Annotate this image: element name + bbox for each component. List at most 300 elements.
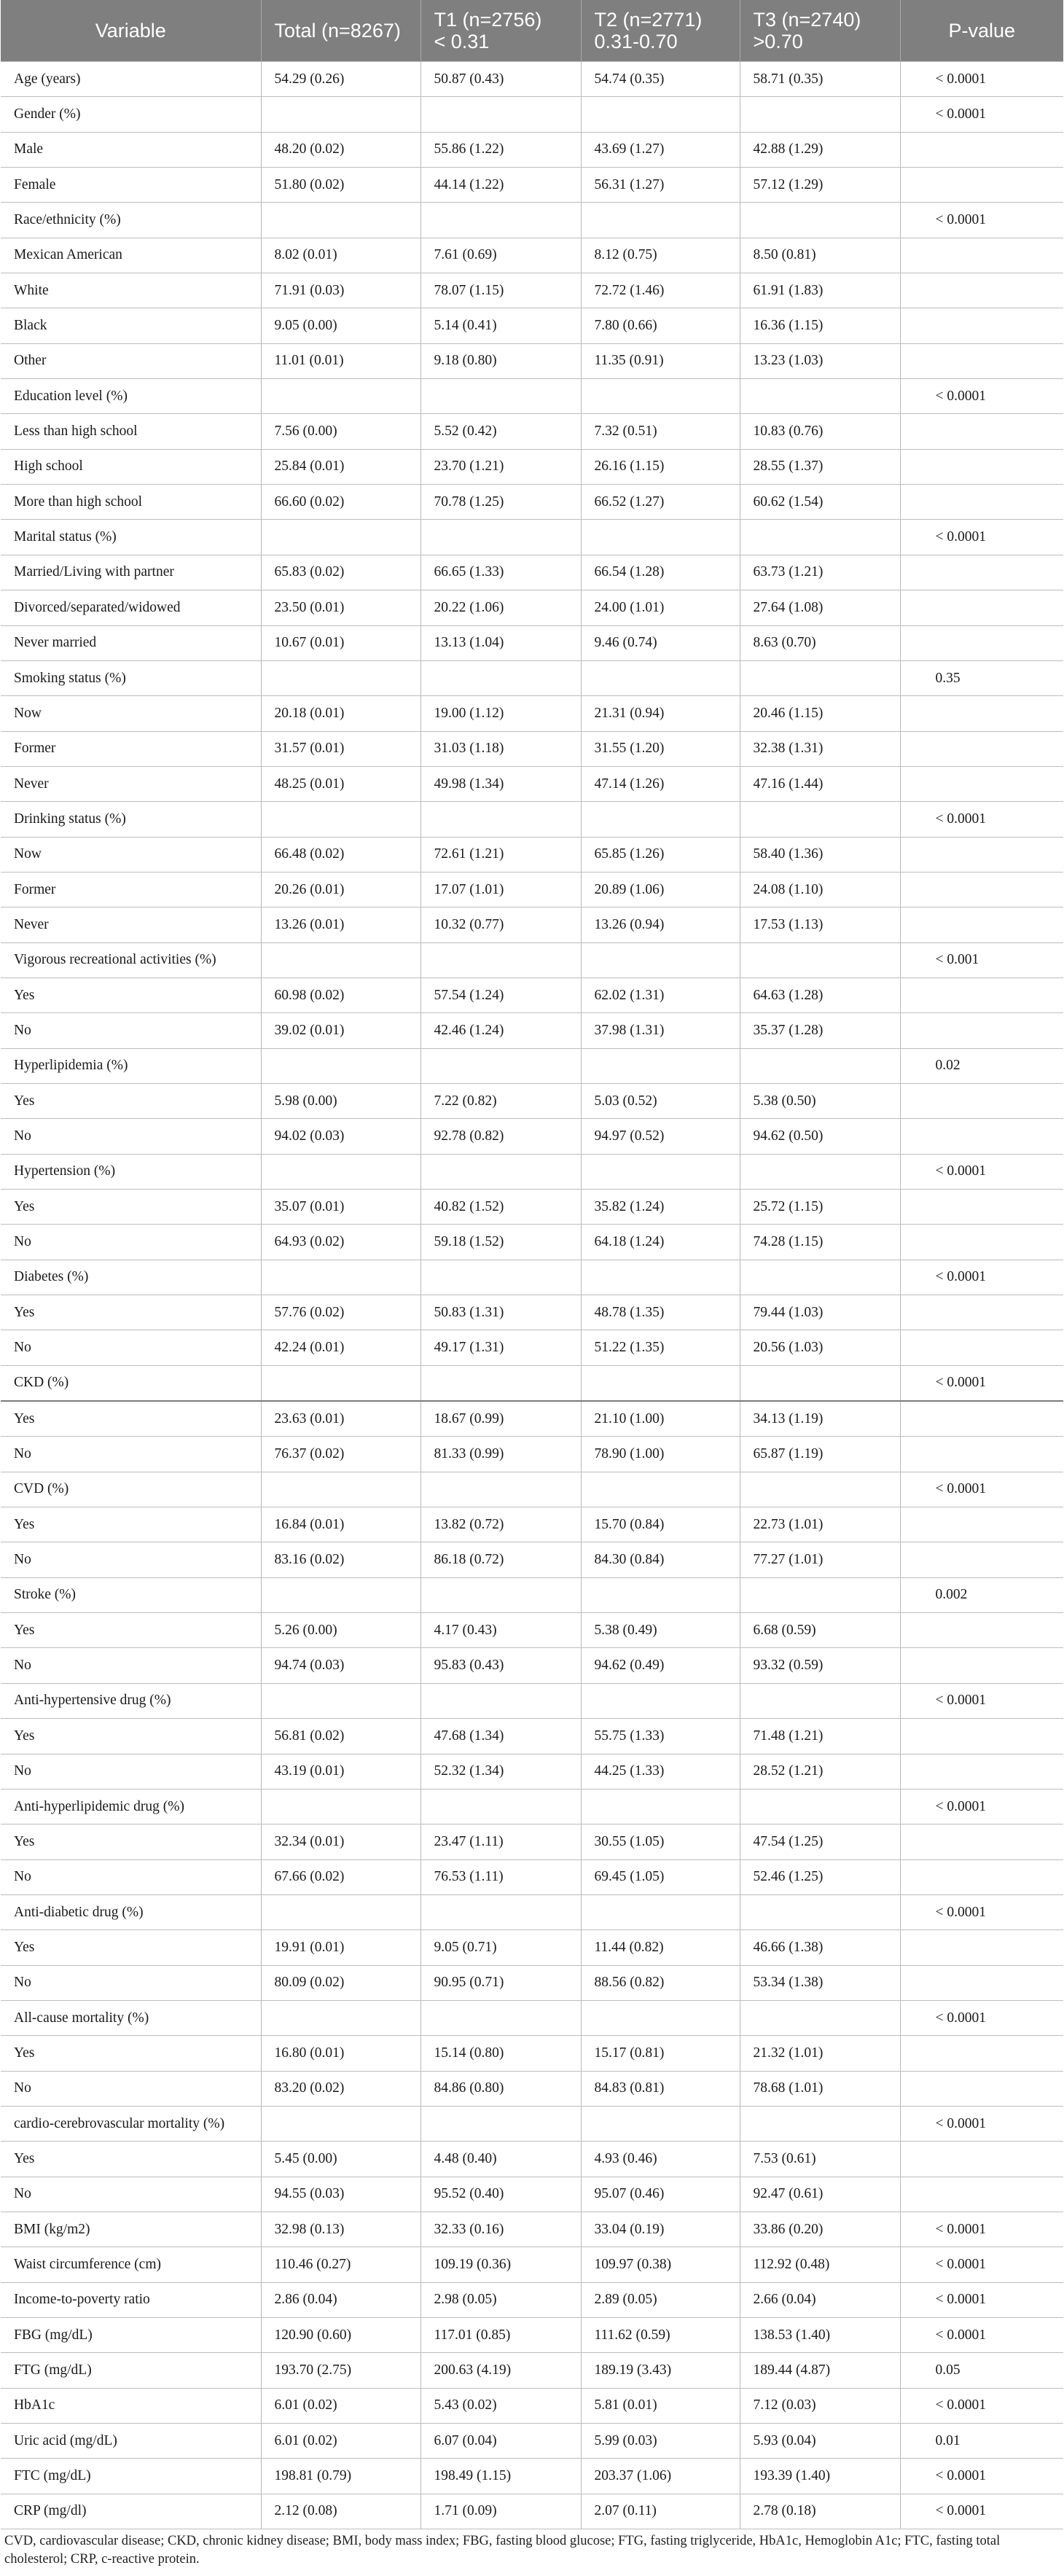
table-row [1,977,1063,1012]
cell-p-value: < 0.0001 [900,1260,1063,1295]
cell-variable: High school [1,449,261,484]
table-row [1,2142,1063,2177]
cell-total: 54.29 (0.26) [261,62,420,97]
cell-variable: CVD (%) [1,1472,261,1507]
cell-t2 [581,1365,740,1401]
cell-p-value [900,1295,1063,1330]
cell-total: 6.01 (0.02) [261,2388,420,2423]
cell-t3: 10.83 (0.76) [740,414,900,449]
cell-total: 16.84 (0.01) [261,1507,420,1542]
table-row [1,1295,1063,1330]
cell-p-value: < 0.0001 [900,2282,1063,2317]
cell-t2: 7.80 (0.66) [581,308,740,343]
cell-t3: 193.39 (1.40) [740,2459,900,2494]
cell-t1: 23.70 (1.21) [420,449,581,484]
cell-t2 [581,1260,740,1295]
cell-p-value: < 0.0001 [900,62,1063,97]
cell-p-value: < 0.0001 [900,2212,1063,2247]
table-row [1,1119,1063,1154]
table-row [1,1930,1063,1965]
cell-t3 [740,942,900,977]
cell-t3: 53.34 (1.38) [740,1965,900,2000]
cell-t1: 55.86 (1.22) [420,132,581,167]
baseline-characteristics-table [1,0,1063,2529]
cell-p-value [900,837,1063,872]
cell-p-value [900,1225,1063,1260]
cell-variable: Yes [1,1401,261,1437]
table-row [1,1683,1063,1718]
cell-p-value [900,1330,1063,1365]
cell-variable: White [1,273,261,308]
cell-t1: 200.63 (4.19) [420,2353,581,2388]
table-row [1,660,1063,695]
cell-t1: 1.71 (0.09) [420,2494,581,2529]
cell-t2: 35.82 (1.24) [581,1190,740,1225]
cell-variable: CRP (mg/dl) [1,2494,261,2529]
cell-t2: 203.37 (1.06) [581,2459,740,2494]
cell-t3: 35.37 (1.28) [740,1013,900,1048]
table-row [1,1824,1063,1859]
cell-t1: 40.82 (1.52) [420,1190,581,1225]
cell-p-value [900,625,1063,660]
cell-variable: Vigorous recreational activities (%) [1,942,261,977]
cell-variable: Anti-diabetic drug (%) [1,1894,261,1929]
cell-variable: Never married [1,625,261,660]
cell-variable: No [1,1648,261,1683]
cell-t3: 28.52 (1.21) [740,1754,900,1789]
cell-t3 [740,1789,900,1824]
cell-variable: Yes [1,2036,261,2071]
header-t2: T2 (n=2771) 0.31-0.70 [581,0,740,62]
cell-variable: Former [1,872,261,907]
table-row [1,273,1063,308]
cell-variable: Yes [1,1824,261,1859]
cell-t1: 109.19 (0.36) [420,2247,581,2282]
cell-t1: 59.18 (1.52) [420,1225,581,1260]
cell-t1: 198.49 (1.15) [420,2459,581,2494]
cell-t1 [420,2000,581,2035]
cell-t2: 11.35 (0.91) [581,343,740,378]
table-row [1,168,1063,203]
cell-total: 71.91 (0.03) [261,273,420,308]
cell-total [261,1365,420,1401]
cell-t2: 2.07 (0.11) [581,2494,740,2529]
table-row [1,1190,1063,1225]
cell-t1: 70.78 (1.25) [420,485,581,520]
cell-p-value [900,1613,1063,1648]
table-row [1,1048,1063,1083]
cell-p-value: 0.02 [900,1048,1063,1083]
cell-total [261,2000,420,2035]
cell-t3: 93.32 (0.59) [740,1648,900,1683]
table-row [1,2494,1063,2529]
cell-total: 23.50 (0.01) [261,590,420,625]
table-row [1,1365,1063,1401]
cell-variable: No [1,1542,261,1577]
cell-t2: 84.30 (0.84) [581,1542,740,1577]
cell-t1: 15.14 (0.80) [420,2036,581,2071]
cell-p-value: < 0.0001 [900,1365,1063,1401]
table-row [1,2000,1063,2035]
cell-p-value [900,766,1063,801]
cell-total: 5.26 (0.00) [261,1613,420,1648]
cell-variable: Smoking status (%) [1,660,261,695]
cell-total: 39.02 (0.01) [261,1013,420,1048]
cell-variable: Married/Living with partner [1,555,261,590]
cell-t2 [581,2106,740,2141]
cell-t2: 5.38 (0.49) [581,1613,740,1648]
cell-total: 66.48 (0.02) [261,837,420,872]
cell-p-value: < 0.0001 [900,1789,1063,1824]
cell-p-value [900,132,1063,167]
cell-t2 [581,1577,740,1612]
cell-total: 67.66 (0.02) [261,1859,420,1894]
cell-variable: All-cause mortality (%) [1,2000,261,2035]
cell-t1 [420,1683,581,1718]
cell-variable: Anti-hyperlipidemic drug (%) [1,1789,261,1824]
cell-t3: 5.38 (0.50) [740,1083,900,1118]
cell-t3: 58.71 (0.35) [740,62,900,97]
table-header [1,0,1063,62]
cell-t1: 44.14 (1.22) [420,168,581,203]
cell-variable: Never [1,908,261,942]
cell-t3: 20.46 (1.15) [740,696,900,731]
cell-t2: 44.25 (1.33) [581,1754,740,1789]
cell-t1: 13.13 (1.04) [420,625,581,660]
cell-total: 2.12 (0.08) [261,2494,420,2529]
cell-total: 13.26 (0.01) [261,908,420,942]
cell-t1 [420,2106,581,2141]
cell-t2 [581,203,740,238]
table-row [1,238,1063,273]
cell-total: 94.02 (0.03) [261,1119,420,1154]
table-row [1,2212,1063,2247]
table-row [1,308,1063,343]
cell-t2: 66.52 (1.27) [581,485,740,520]
cell-p-value: < 0.001 [900,942,1063,977]
cell-t1: 13.82 (0.72) [420,1507,581,1542]
table-row [1,414,1063,449]
cell-total: 19.91 (0.01) [261,1930,420,1965]
cell-t2: 13.26 (0.94) [581,908,740,942]
cell-t3 [740,1683,900,1718]
cell-total: 5.45 (0.00) [261,2142,420,2177]
cell-t1: 23.47 (1.11) [420,1824,581,1859]
cell-p-value [900,343,1063,378]
cell-p-value [900,449,1063,484]
cell-total: 120.90 (0.60) [261,2318,420,2353]
cell-p-value: < 0.0001 [900,2494,1063,2529]
cell-t1 [420,1789,581,1824]
cell-t1: 90.95 (0.71) [420,1965,581,2000]
cell-t1 [420,1577,581,1612]
cell-t3: 112.92 (0.48) [740,2247,900,2282]
cell-total: 80.09 (0.02) [261,1965,420,2000]
cell-p-value [900,590,1063,625]
table-row [1,1789,1063,1824]
cell-variable: No [1,1859,261,1894]
table-row [1,132,1063,167]
cell-p-value: < 0.0001 [900,203,1063,238]
cell-t3: 42.88 (1.29) [740,132,900,167]
cell-p-value [900,1401,1063,1437]
cell-t1: 57.54 (1.24) [420,977,581,1012]
table-row [1,343,1063,378]
cell-t3: 71.48 (1.21) [740,1719,900,1754]
cell-total [261,1789,420,1824]
cell-variable: Mexican American [1,238,261,273]
cell-t3: 2.78 (0.18) [740,2494,900,2529]
cell-t1: 4.17 (0.43) [420,1613,581,1648]
cell-t3: 34.13 (1.19) [740,1401,900,1437]
cell-t2: 72.72 (1.46) [581,273,740,308]
table-row [1,2318,1063,2353]
cell-variable: Yes [1,1507,261,1542]
cell-t3: 58.40 (1.36) [740,837,900,872]
cell-variable: Yes [1,1930,261,1965]
cell-total [261,942,420,977]
cell-t1: 42.46 (1.24) [420,1013,581,1048]
header-total: Total (n=8267) [261,0,420,62]
cell-total: 48.25 (0.01) [261,766,420,801]
cell-t2: 62.02 (1.31) [581,977,740,1012]
cell-t3: 27.64 (1.08) [740,590,900,625]
cell-t3 [740,2000,900,2035]
table-row [1,2106,1063,2141]
cell-total: 2.86 (0.04) [261,2282,420,2317]
cell-total: 11.01 (0.01) [261,343,420,378]
cell-t1 [420,203,581,238]
cell-t3: 16.36 (1.15) [740,308,900,343]
table-row [1,1472,1063,1507]
cell-total [261,1472,420,1507]
cell-total: 5.98 (0.00) [261,1083,420,1118]
cell-total: 20.26 (0.01) [261,872,420,907]
cell-p-value [900,168,1063,203]
cell-total: 94.55 (0.03) [261,2177,420,2212]
cell-variable: Black [1,308,261,343]
cell-t1 [420,379,581,414]
cell-t1: 50.83 (1.31) [420,1295,581,1330]
cell-t3: 5.93 (0.04) [740,2424,900,2459]
cell-p-value [900,1859,1063,1894]
cell-t3: 46.66 (1.38) [740,1930,900,1965]
cell-t3 [740,1577,900,1612]
cell-p-value: < 0.0001 [900,1683,1063,1718]
cell-total: 64.93 (0.02) [261,1225,420,1260]
cell-total: 110.46 (0.27) [261,2247,420,2282]
table-row [1,1965,1063,2000]
table-body [1,62,1063,2529]
cell-t3 [740,1260,900,1295]
cell-t1 [420,942,581,977]
cell-t1: 49.98 (1.34) [420,766,581,801]
cell-t1: 4.48 (0.40) [420,2142,581,2177]
cell-t3 [740,97,900,132]
cell-t3: 79.44 (1.03) [740,1295,900,1330]
table-row [1,1754,1063,1789]
table-row [1,62,1063,97]
table-row [1,696,1063,731]
cell-total: 65.83 (0.02) [261,555,420,590]
cell-t1: 5.52 (0.42) [420,414,581,449]
cell-total: 60.98 (0.02) [261,977,420,1012]
cell-t2: 20.89 (1.06) [581,872,740,907]
cell-t3 [740,379,900,414]
cell-p-value [900,1190,1063,1225]
cell-t3 [740,1154,900,1189]
cell-total: 76.37 (0.02) [261,1437,420,1472]
cell-variable: No [1,2177,261,2212]
cell-total [261,1048,420,1083]
cell-total: 9.05 (0.00) [261,308,420,343]
header-row [1,0,1063,62]
cell-p-value [900,485,1063,520]
cell-p-value [900,1965,1063,2000]
cell-variable: Now [1,696,261,731]
table-row [1,802,1063,837]
cell-p-value [900,1013,1063,1048]
cell-t1 [420,802,581,837]
cell-total: 32.34 (0.01) [261,1824,420,1859]
cell-p-value: < 0.0001 [900,2000,1063,2035]
cell-t3: 7.53 (0.61) [740,2142,900,2177]
table-row [1,2388,1063,2423]
cell-t2 [581,2000,740,2035]
cell-p-value: < 0.0001 [900,2318,1063,2353]
table-row [1,1225,1063,1260]
cell-t1: 10.32 (0.77) [420,908,581,942]
cell-total: 56.81 (0.02) [261,1719,420,1754]
table-row [1,1894,1063,1929]
cell-t2: 51.22 (1.35) [581,1330,740,1365]
cell-total [261,1683,420,1718]
header-p-value: P-value [900,0,1063,62]
cell-t2: 43.69 (1.27) [581,132,740,167]
cell-p-value [900,1754,1063,1789]
cell-variable: Waist circumference (cm) [1,2247,261,2282]
table-row [1,2353,1063,2388]
cell-t1: 117.01 (0.85) [420,2318,581,2353]
cell-t1 [420,520,581,555]
header-t3: T3 (n=2740) >0.70 [740,0,900,62]
cell-t2: 9.46 (0.74) [581,625,740,660]
cell-total [261,379,420,414]
cell-t3: 52.46 (1.25) [740,1859,900,1894]
cell-t3: 8.50 (0.81) [740,238,900,273]
cell-t3 [740,802,900,837]
cell-t3: 7.12 (0.03) [740,2388,900,2423]
table-row [1,485,1063,520]
table-row [1,1507,1063,1542]
cell-t3: 20.56 (1.03) [740,1330,900,1365]
cell-p-value: < 0.0001 [900,2247,1063,2282]
cell-p-value [900,977,1063,1012]
cell-p-value [900,1542,1063,1577]
cell-t2: 2.89 (0.05) [581,2282,740,2317]
cell-variable: Hypertension (%) [1,1154,261,1189]
cell-t1 [420,660,581,695]
cell-variable: Never [1,766,261,801]
cell-t1: 5.43 (0.02) [420,2388,581,2423]
cell-t2 [581,802,740,837]
cell-variable: Male [1,132,261,167]
table-row [1,2036,1063,2071]
cell-t1: 95.52 (0.40) [420,2177,581,2212]
cell-total [261,2106,420,2141]
table-row [1,2459,1063,2494]
cell-total: 83.16 (0.02) [261,1542,420,1577]
cell-t3: 47.16 (1.44) [740,766,900,801]
table-row [1,1542,1063,1577]
cell-t3: 74.28 (1.15) [740,1225,900,1260]
cell-t3 [740,1365,900,1401]
cell-t2: 94.97 (0.52) [581,1119,740,1154]
cell-t1 [420,1894,581,1929]
table-row [1,449,1063,484]
cell-total: 16.80 (0.01) [261,2036,420,2071]
table-row [1,97,1063,132]
cell-variable: Less than high school [1,414,261,449]
cell-t2: 94.62 (0.49) [581,1648,740,1683]
cell-t3: 47.54 (1.25) [740,1824,900,1859]
cell-t2: 88.56 (0.82) [581,1965,740,2000]
table-row [1,908,1063,942]
table-row [1,1613,1063,1648]
cell-total: 8.02 (0.01) [261,238,420,273]
cell-total [261,520,420,555]
cell-t1: 7.22 (0.82) [420,1083,581,1118]
cell-t2: 5.03 (0.52) [581,1083,740,1118]
cell-variable: cardio-cerebrovascular mortality (%) [1,2106,261,2141]
table-row [1,379,1063,414]
cell-t2: 66.54 (1.28) [581,555,740,590]
cell-t1: 84.86 (0.80) [420,2071,581,2106]
cell-variable: Yes [1,1719,261,1754]
cell-t3: 17.53 (1.13) [740,908,900,942]
cell-t3: 78.68 (1.01) [740,2071,900,2106]
cell-t2 [581,1789,740,1824]
cell-variable: Yes [1,1295,261,1330]
cell-t2: 11.44 (0.82) [581,1930,740,1965]
cell-t1: 6.07 (0.04) [420,2424,581,2459]
table-row [1,837,1063,872]
table-row [1,1437,1063,1472]
cell-t2 [581,1154,740,1189]
cell-variable: Stroke (%) [1,1577,261,1612]
cell-p-value [900,1648,1063,1683]
cell-p-value [900,273,1063,308]
cell-t3: 6.68 (0.59) [740,1613,900,1648]
cell-t2: 21.31 (0.94) [581,696,740,731]
cell-p-value [900,308,1063,343]
cell-t2: 69.45 (1.05) [581,1859,740,1894]
cell-t3: 8.63 (0.70) [740,625,900,660]
cell-total: 57.76 (0.02) [261,1295,420,1330]
cell-t1 [420,1365,581,1401]
cell-t2: 55.75 (1.33) [581,1719,740,1754]
cell-t3: 33.86 (0.20) [740,2212,900,2247]
cell-t2: 189.19 (3.43) [581,2353,740,2388]
table-row [1,1260,1063,1295]
cell-variable: HbA1c [1,2388,261,2423]
cell-t3: 22.73 (1.01) [740,1507,900,1542]
cell-t2 [581,520,740,555]
cell-t3: 24.08 (1.10) [740,872,900,907]
cell-variable: More than high school [1,485,261,520]
cell-variable: Anti-hypertensive drug (%) [1,1683,261,1718]
cell-p-value [900,414,1063,449]
